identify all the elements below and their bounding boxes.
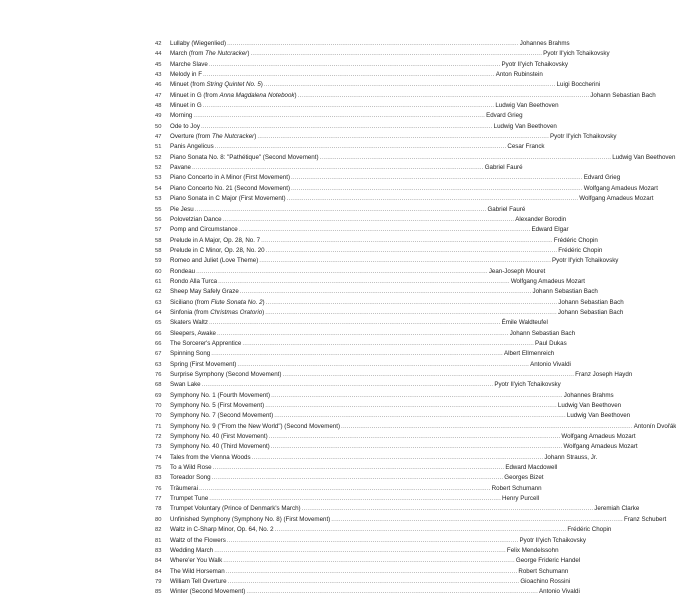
list-item xyxy=(155,256,619,266)
piece-title: Toreador Song xyxy=(170,474,211,482)
composer-name: Pyotr Il'yich Tchaikovsky xyxy=(551,257,619,265)
composer-name: Ludwig Van Beethoven xyxy=(557,402,622,410)
composer-name: Paul Dukas xyxy=(535,339,567,347)
composer-name: Edvard Grieg xyxy=(486,112,523,120)
dot-leader xyxy=(291,184,583,194)
dot-leader xyxy=(237,360,529,370)
composer-name: Edward Macdowell xyxy=(505,464,558,472)
piece-title: Morning xyxy=(170,112,193,120)
piece-title: The Sorcerer's Apprentice xyxy=(170,339,242,347)
page-number: 63 xyxy=(155,361,162,368)
dot-leader xyxy=(239,225,531,235)
list-item xyxy=(155,287,598,297)
composer-name: Gioachino Rossini xyxy=(520,577,571,585)
dot-leader xyxy=(287,194,579,204)
composer-name: Robert Schumann xyxy=(491,484,542,492)
piece-title: Spring (First Movement) xyxy=(170,360,237,368)
dot-leader xyxy=(261,236,553,246)
piece-title: Sheep May Safely Graze xyxy=(170,288,239,296)
composer-name: Jean-Joseph Mouret xyxy=(488,267,546,275)
list-item xyxy=(155,484,542,494)
list-item xyxy=(155,91,656,101)
piece-title: Minuet in G (from Anna Magdalena Notebook) xyxy=(170,91,297,99)
piece-title: Symphony No. 7 (Second Movement) xyxy=(170,412,274,420)
piece-title: Pomp and Circumstance xyxy=(170,226,238,234)
piece-title: Swan Lake xyxy=(170,381,201,389)
page-number: 84 xyxy=(155,568,162,575)
page-number: 57 xyxy=(155,227,162,234)
list-item xyxy=(155,49,610,59)
dot-leader xyxy=(212,473,504,483)
composer-name: Johann Sebastian Bach xyxy=(532,288,598,296)
piece-title: Pavane xyxy=(170,164,191,172)
list-item xyxy=(155,153,676,163)
list-item xyxy=(155,401,622,411)
piece-title: Piano Concerto No. 21 (Second Movement) xyxy=(170,184,291,192)
composer-name: Wolfgang Amadeus Mozart xyxy=(563,443,638,451)
page-number: 43 xyxy=(155,72,162,79)
list-item xyxy=(155,567,569,577)
page-number: 51 xyxy=(155,144,162,151)
list-item xyxy=(155,391,614,401)
dot-leader xyxy=(226,567,518,577)
piece-title: Unfinished Symphony (Symphony No. 8) (First Movement) xyxy=(170,515,331,523)
page-number: 72 xyxy=(155,434,162,441)
composer-name: Wolfgang Amadeus Mozart xyxy=(579,195,654,203)
page-number: 83 xyxy=(155,547,162,554)
list-item xyxy=(155,411,631,421)
page-number: 69 xyxy=(155,392,162,399)
composer-name: Wolfgang Amadeus Mozart xyxy=(510,277,586,285)
composer-name: Wolfgang Amadeus Mozart xyxy=(561,433,636,441)
list-item xyxy=(155,236,598,246)
list-item xyxy=(155,546,559,556)
list-item xyxy=(155,360,571,370)
page-number: 47 xyxy=(155,92,162,99)
work-title-italic: String Quintet No. 5 xyxy=(206,81,261,89)
list-item xyxy=(155,122,557,132)
list-item xyxy=(155,318,548,328)
page-number: 62 xyxy=(155,289,162,296)
composer-name: Edvard Grieg xyxy=(583,174,621,182)
piece-title: March (from The Nutcracker) xyxy=(170,50,250,58)
list-item xyxy=(155,111,523,121)
composer-name: George Frideric Handel xyxy=(515,557,581,565)
dot-leader xyxy=(298,91,590,101)
list-item xyxy=(155,577,571,587)
piece-title: Piano Sonata No. 8: "Pathétique" (Second Movement) xyxy=(170,153,319,161)
list-item xyxy=(155,308,624,318)
list-item xyxy=(155,80,601,90)
list-item xyxy=(155,473,544,483)
piece-title: Overture (from The Nutcracker) xyxy=(170,133,257,141)
dot-leader xyxy=(199,484,491,494)
piece-title: Romeo and Juliet (Love Theme) xyxy=(170,257,259,265)
page-number: 73 xyxy=(155,444,162,451)
page-number: 80 xyxy=(155,516,162,523)
dot-leader xyxy=(209,318,501,328)
page-number: 42 xyxy=(155,41,162,47)
page-number: 71 xyxy=(155,423,162,430)
composer-name: Johann Strauss, Jr. xyxy=(544,453,598,461)
composer-name: Robert Schumann xyxy=(518,567,569,575)
page-number: 66 xyxy=(155,330,162,337)
page-number: 46 xyxy=(155,82,162,89)
dot-leader xyxy=(271,391,563,401)
dot-leader xyxy=(271,442,563,452)
dot-leader xyxy=(193,111,485,121)
piece-title: To a Wild Rose xyxy=(170,464,212,472)
piece-title: Wedding March xyxy=(170,546,214,554)
list-item xyxy=(155,463,558,473)
piece-title: Siciliano (from Flute Sonata No. 2) xyxy=(170,298,265,306)
composer-name: Johannes Brahms xyxy=(563,391,614,399)
dot-leader xyxy=(201,122,493,132)
page-number: 70 xyxy=(155,413,162,420)
page-number: 58 xyxy=(155,237,162,244)
piece-title: Symphony No. 9 ("From the New World") (Second Movement) xyxy=(170,422,341,430)
dot-leader xyxy=(218,277,510,287)
dot-leader xyxy=(341,422,633,432)
dot-leader xyxy=(246,587,538,597)
piece-title: Surprise Symphony (Second Movement) xyxy=(170,371,282,378)
list-item xyxy=(155,101,559,111)
composer-name: Ludwig Van Beethoven xyxy=(493,122,557,130)
list-item xyxy=(155,225,569,235)
list-item xyxy=(155,267,546,277)
dot-leader xyxy=(228,577,520,587)
page-number: 68 xyxy=(155,382,162,389)
dot-leader xyxy=(259,256,551,266)
composer-name: Franz Schubert xyxy=(623,515,667,523)
piece-title: Spinning Song xyxy=(170,350,211,358)
dot-leader xyxy=(302,504,594,514)
composer-name: Anton Rubinstein xyxy=(495,71,543,79)
list-item xyxy=(155,422,676,432)
dot-leader xyxy=(265,401,557,411)
work-title-italic: Christmas Oratorio xyxy=(210,308,263,316)
piece-title: Piano Sonata in C Major (First Movement) xyxy=(170,195,286,203)
list-item xyxy=(155,536,586,546)
composer-name: Ludwig Van Beethoven xyxy=(612,153,676,161)
table-of-contents xyxy=(155,39,676,598)
piece-title: Polovetzian Dance xyxy=(170,215,222,223)
list-item xyxy=(155,380,561,390)
page-number: 79 xyxy=(155,578,162,585)
piece-title: The Wild Horseman xyxy=(170,567,225,575)
composer-name: Cesar Franck xyxy=(507,143,545,151)
work-title-italic: Anna Magdalena Notebook xyxy=(219,91,295,99)
page-number: 74 xyxy=(155,454,162,461)
list-item xyxy=(155,246,603,256)
composer-name: Jeremiah Clarke xyxy=(594,505,640,513)
piece-title: Pie Jesu xyxy=(170,205,194,213)
page-number: 58 xyxy=(155,247,162,254)
piece-title: Prelude in C Minor, Op. 28, No. 20 xyxy=(170,246,265,254)
composer-name: Frédéric Chopin xyxy=(567,526,612,534)
list-item xyxy=(155,370,633,380)
dot-leader xyxy=(196,267,488,277)
piece-title: Rondo Alla Turca xyxy=(170,277,218,285)
piece-title: Träumerai xyxy=(170,484,198,492)
dot-leader xyxy=(223,556,515,566)
dot-leader xyxy=(227,39,519,49)
piece-title: Sleepers, Awake xyxy=(170,329,216,337)
page-number: 78 xyxy=(155,506,162,513)
work-title-italic: Flute Sonata No. 2 xyxy=(210,298,263,306)
dot-leader xyxy=(250,49,542,59)
piece-title: Minuet (from String Quintet No. 5) xyxy=(170,81,263,89)
composer-name: Luigi Boccherini xyxy=(556,81,601,89)
dot-leader xyxy=(213,463,505,473)
composer-name: Wolfgang Amadeus Mozart xyxy=(583,184,658,192)
composer-name: Edward Elgar xyxy=(531,226,569,234)
page-number: 82 xyxy=(155,527,162,534)
composer-name: Antonín Dvořák xyxy=(633,422,676,430)
piece-title: Minuet in G xyxy=(170,102,202,110)
dot-leader xyxy=(252,453,544,463)
work-title-italic: The Nutcracker xyxy=(211,133,255,141)
composer-name: Henry Purcell xyxy=(502,495,540,503)
composer-name: Ludwig Van Beethoven xyxy=(566,412,631,420)
piece-title: Skaters Waltz xyxy=(170,319,208,327)
piece-title: Symphony No. 40 (First Movement) xyxy=(170,433,268,441)
piece-title: Waltz of the Flowers xyxy=(170,536,226,544)
composer-name: Gabriel Fauré xyxy=(487,205,526,213)
page-number: 55 xyxy=(155,206,162,213)
dot-leader xyxy=(269,432,561,442)
page-number: 83 xyxy=(155,475,162,482)
page-number: 66 xyxy=(155,340,162,347)
piece-title: William Tell Overture xyxy=(170,577,227,585)
composer-name: Pyotr Il'yich Tchaikovsky xyxy=(501,60,568,68)
dot-leader xyxy=(274,411,566,421)
piece-title: Tales from the Vienna Woods xyxy=(170,453,251,461)
list-item xyxy=(155,504,640,514)
list-item xyxy=(155,349,555,359)
composer-name: Pyotr Il'yich Tchaikovsky xyxy=(494,381,561,389)
dot-leader xyxy=(265,308,557,318)
page-number: 75 xyxy=(155,465,162,472)
list-item xyxy=(155,432,636,442)
composer-name: Johannes Brahms xyxy=(519,40,570,47)
composer-name: Pyotr Il'yich Tchaikovsky xyxy=(519,536,586,544)
page-number: 47 xyxy=(155,134,162,141)
composer-name: Franz Joseph Haydn xyxy=(575,371,633,378)
composer-name: Antonio Vivaldi xyxy=(530,360,571,368)
page-number: 54 xyxy=(155,185,162,192)
composer-name: Alexander Borodin xyxy=(515,215,567,223)
dot-leader xyxy=(291,173,583,183)
page-number: 53 xyxy=(155,175,162,182)
dot-leader xyxy=(266,246,558,256)
dot-leader xyxy=(240,287,532,297)
page-number: 59 xyxy=(155,258,162,265)
composer-name: Émile Waldteufel xyxy=(501,319,548,327)
list-item xyxy=(155,298,624,308)
piece-title: Rondeau xyxy=(170,267,196,275)
list-item xyxy=(155,494,540,504)
list-item xyxy=(155,70,543,80)
page-number: 63 xyxy=(155,299,162,306)
dot-leader xyxy=(195,205,487,215)
piece-title: Winter (Second Movement) xyxy=(170,588,246,596)
page-number: 70 xyxy=(155,403,162,410)
composer-name: Felix Mendelssohn xyxy=(506,546,559,554)
composer-name: Frédéric Chopin xyxy=(558,246,603,254)
dot-leader xyxy=(320,153,612,163)
page-number: 49 xyxy=(155,113,162,120)
dot-leader xyxy=(217,329,509,339)
dot-leader xyxy=(266,298,558,308)
piece-title: Prelude in A Major, Op. 28, No. 7 xyxy=(170,236,261,244)
page-number: 44 xyxy=(155,51,162,58)
page-number: 76 xyxy=(155,485,162,492)
list-item xyxy=(155,339,567,349)
list-item xyxy=(155,525,612,535)
dot-leader xyxy=(209,60,501,70)
list-item xyxy=(155,163,523,173)
list-item xyxy=(155,142,545,152)
list-item xyxy=(155,329,576,339)
piece-title: Sinfonia (from Christmas Oratorio) xyxy=(170,308,265,316)
page-number: 50 xyxy=(155,123,162,130)
composer-name: Pyotr Il'yich Tchaikovsky xyxy=(550,133,617,141)
composer-name: Georges Bizet xyxy=(504,474,544,482)
dot-leader xyxy=(211,349,503,359)
list-item xyxy=(155,184,658,194)
dot-leader xyxy=(282,370,574,380)
list-item xyxy=(155,442,638,452)
list-item xyxy=(155,515,667,525)
list-item xyxy=(155,173,621,183)
dot-leader xyxy=(275,525,567,535)
dot-leader xyxy=(331,515,623,525)
piece-title: Where'er You Walk xyxy=(170,557,223,565)
composer-name: Albert Ellmenreich xyxy=(503,350,555,358)
piece-title: Trumpet Tune xyxy=(170,495,209,503)
page-number: 64 xyxy=(155,309,162,316)
page-number: 81 xyxy=(155,537,162,544)
page-number: 76 xyxy=(155,372,162,378)
list-item xyxy=(155,215,567,225)
piece-title: Marche Slave xyxy=(170,60,208,68)
composer-name: Johann Sebastian Bach xyxy=(558,298,624,306)
page-number: 65 xyxy=(155,320,162,327)
dot-leader xyxy=(202,380,494,390)
composer-name: Antonio Vivaldi xyxy=(539,588,580,596)
composer-name: Johann Sebastian Bach xyxy=(590,91,656,99)
dot-leader xyxy=(203,70,495,80)
list-item xyxy=(155,39,570,49)
dot-leader xyxy=(242,339,534,349)
page-number: 84 xyxy=(155,558,162,565)
piece-title: Waltz in C-Sharp Minor, Op. 64, No. 2 xyxy=(170,526,274,534)
composer-name: Johann Sebastian Bach xyxy=(557,308,624,316)
list-item xyxy=(155,556,581,566)
dot-leader xyxy=(227,536,519,546)
dot-leader xyxy=(192,163,484,173)
page-number: 48 xyxy=(155,103,162,110)
page-number: 52 xyxy=(155,165,162,172)
list-item xyxy=(155,205,526,215)
list-item xyxy=(155,277,586,287)
page-number: 61 xyxy=(155,278,162,285)
piece-title: Piano Concerto in A Minor (First Movement) xyxy=(170,174,291,182)
page-number: 77 xyxy=(155,496,162,503)
piece-title: Trumpet Voluntary (Prince of Denmark's March) xyxy=(170,505,301,513)
dot-leader xyxy=(209,494,501,504)
dot-leader xyxy=(223,215,515,225)
page-number: 56 xyxy=(155,216,162,223)
dot-leader xyxy=(264,80,556,90)
dot-leader xyxy=(257,132,549,142)
dot-leader xyxy=(214,546,506,556)
page-number: 45 xyxy=(155,61,162,68)
piece-title: Ode to Joy xyxy=(170,122,200,130)
list-item xyxy=(155,60,568,70)
piece-title: Symphony No. 5 (First Movement) xyxy=(170,402,265,410)
dot-leader xyxy=(203,101,495,111)
piece-title: Symphony No. 40 (Third Movement) xyxy=(170,443,270,451)
list-item xyxy=(155,453,598,463)
list-item xyxy=(155,132,617,142)
composer-name: Johann Sebastian Bach xyxy=(509,329,576,337)
dot-leader xyxy=(215,142,507,152)
piece-title: Lullaby (Wiegenlied) xyxy=(170,40,227,47)
composer-name: Pyotr Il'yich Tchaikovsky xyxy=(543,50,610,58)
work-title-italic: The Nutcracker xyxy=(205,50,248,58)
composer-name: Ludwig Van Beethoven xyxy=(495,102,559,110)
page-number: 53 xyxy=(155,196,162,203)
list-item xyxy=(155,587,580,597)
page-number: 85 xyxy=(155,589,162,596)
piece-title: Symphony No. 1 (Fourth Movement) xyxy=(170,391,271,399)
composer-name: Frédéric Chopin xyxy=(553,236,598,244)
composer-name: Gabriel Fauré xyxy=(484,164,523,172)
piece-title: Melody in F xyxy=(170,71,202,79)
piece-title: Panis Angelicus xyxy=(170,143,214,151)
page-number: 67 xyxy=(155,351,162,358)
list-item xyxy=(155,194,654,204)
page-number: 52 xyxy=(155,154,162,161)
page-number: 60 xyxy=(155,268,162,275)
